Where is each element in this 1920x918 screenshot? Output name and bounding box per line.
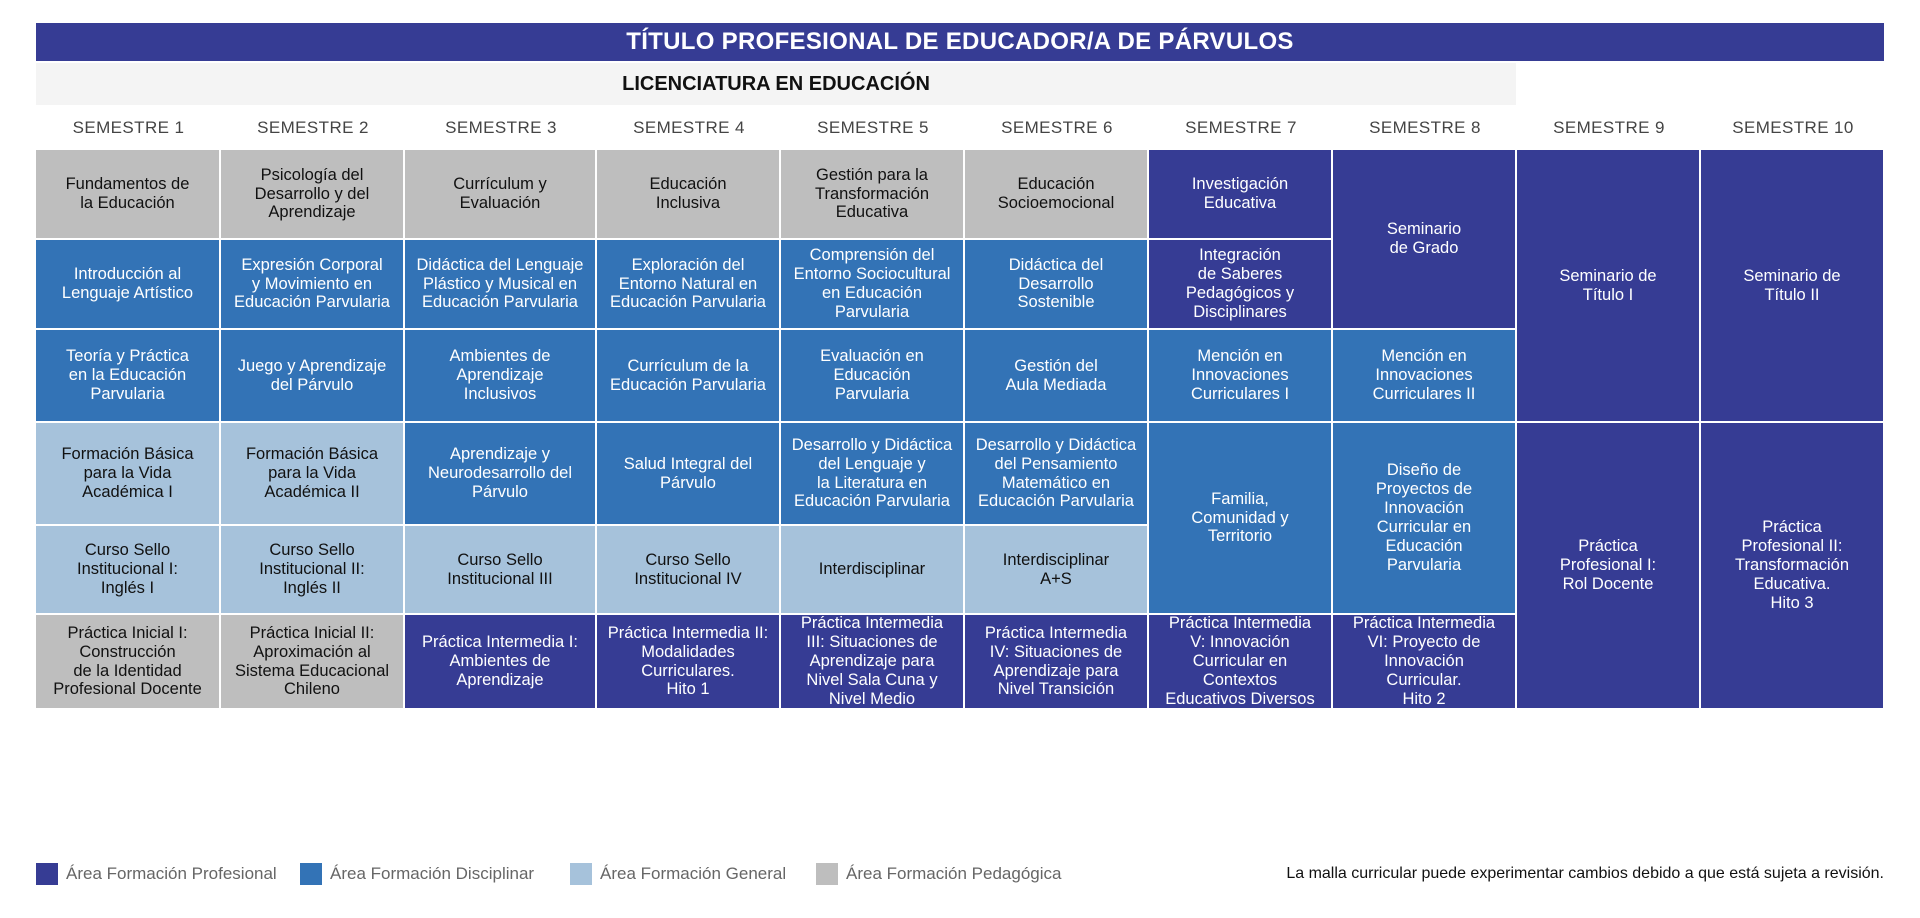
course-cell: Curso Sello Institucional I: Inglés I — [36, 526, 219, 613]
course-cell: Aprendizaje y Neurodesarrollo del Párvulo — [405, 423, 595, 524]
legend-swatch — [36, 863, 58, 885]
semester-header-9: SEMESTRE 9 — [1553, 118, 1665, 137]
semester-header-7: SEMESTRE 7 — [1185, 118, 1297, 137]
course-cell: Práctica Intermedia IV: Situaciones de Aprendizaje para Nivel Transición — [965, 615, 1147, 708]
course-cell: Desarrollo y Didáctica del Pensamiento Matemático en Educación Parvularia — [965, 423, 1147, 524]
program-title: TÍTULO PROFESIONAL DE EDUCADOR/A DE PÁRVULOS — [36, 23, 1884, 61]
semester-header-10: SEMESTRE 10 — [1732, 118, 1854, 137]
course-cell: Investigación Educativa — [1149, 150, 1331, 238]
course-cell: Currículum de la Educación Parvularia — [597, 330, 779, 421]
legend-label: Área Formación General — [600, 864, 787, 883]
course-cell: Evaluación en Educación Parvularia — [781, 330, 963, 421]
course-cell: Práctica Profesional I: Rol Docente — [1517, 423, 1699, 708]
course-cell: Didáctica del Desarrollo Sostenible — [965, 240, 1147, 328]
legend-item-gen — [570, 862, 786, 886]
course-cell: Práctica Intermedia V: Innovación Curricular en Contextos Educativos Diversos — [1149, 615, 1331, 708]
semester-header-4: SEMESTRE 4 — [633, 118, 745, 137]
course-cell: Mención en Innovaciones Curriculares II — [1333, 330, 1515, 421]
course-cell: Integración de Saberes Pedagógicos y Disciplinares — [1149, 240, 1331, 328]
course-cell: Educación Inclusiva — [597, 150, 779, 238]
course-cell: Formación Básica para la Vida Académica II — [221, 423, 403, 524]
course-cell: Práctica Profesional II: Transformación Educativa. Hito 3 — [1701, 423, 1883, 708]
course-cell: Práctica Inicial II: Aproximación al Sistema Educacional Chileno — [221, 615, 403, 708]
legend-swatch — [300, 863, 322, 885]
course-cell: Formación Básica para la Vida Académica I — [36, 423, 219, 524]
course-cell: Salud Integral del Párvulo — [597, 423, 779, 524]
course-cell: Gestión del Aula Mediada — [965, 330, 1147, 421]
course-cell: Psicología del Desarrollo y del Aprendizaje — [221, 150, 403, 238]
course-cell: Teoría y Práctica en la Educación Parvularia — [36, 330, 219, 421]
course-cell: Seminario de Título II — [1701, 150, 1883, 421]
course-cell: Curso Sello Institucional III — [405, 526, 595, 613]
legend-swatch — [570, 863, 592, 885]
legend-item-prof — [36, 862, 277, 886]
legend-label: Área Formación Pedagógica — [846, 864, 1062, 883]
course-cell: Práctica Intermedia I: Ambientes de Aprendizaje — [405, 615, 595, 708]
course-cell: Ambientes de Aprendizaje Inclusivos — [405, 330, 595, 421]
course-cell: Comprensión del Entorno Sociocultural en Educación Parvularia — [781, 240, 963, 328]
course-cell: Gestión para la Transformación Educativa — [781, 150, 963, 238]
course-cell: Juego y Aprendizaje del Párvulo — [221, 330, 403, 421]
semester-header-5: SEMESTRE 5 — [817, 118, 929, 137]
course-cell: Fundamentos de la Educación — [36, 150, 219, 238]
course-cell: Práctica Inicial I: Construcción de la Identidad Profesional Docente — [36, 615, 219, 708]
course-cell: Interdisciplinar A+S — [965, 526, 1147, 613]
course-cell: Seminario de Grado — [1333, 150, 1515, 328]
course-cell: Práctica Intermedia VI: Proyecto de Innovación Curricular. Hito 2 — [1333, 615, 1515, 708]
course-cell: Diseño de Proyectos de Innovación Curricular en Educación Parvularia — [1333, 423, 1515, 613]
course-cell: Curso Sello Institucional IV — [597, 526, 779, 613]
legend-item-ped — [816, 862, 1061, 886]
legend-label: Área Formación Disciplinar — [330, 864, 535, 883]
degree-subtitle: LICENCIATURA EN EDUCACIÓN — [36, 63, 1516, 105]
course-cell: Mención en Innovaciones Curriculares I — [1149, 330, 1331, 421]
course-cell: Introducción al Lenguaje Artístico — [36, 240, 219, 328]
course-cell: Exploración del Entorno Natural en Educación Parvularia — [597, 240, 779, 328]
legend-label: Área Formación Profesional — [66, 864, 277, 883]
semester-header-6: SEMESTRE 6 — [1001, 118, 1113, 137]
course-cell: Seminario de Título I — [1517, 150, 1699, 421]
course-cell: Práctica Intermedia II: Modalidades Curriculares. Hito 1 — [597, 615, 779, 708]
course-cell: Currículum y Evaluación — [405, 150, 595, 238]
semester-header-2: SEMESTRE 2 — [257, 118, 369, 137]
course-cell: Desarrollo y Didáctica del Lenguaje y la Literatura en Educación Parvularia — [781, 423, 963, 524]
semester-header-3: SEMESTRE 3 — [445, 118, 557, 137]
legend-swatch — [816, 863, 838, 885]
course-cell: Práctica Intermedia III: Situaciones de Aprendizaje para Nivel Sala Cuna y Nivel Medio — [781, 615, 963, 708]
course-cell: Expresión Corporal y Movimiento en Educación Parvularia — [221, 240, 403, 328]
disclaimer-note: La malla curricular puede experimentar cambios debido a que está sujeta a revisión. — [1286, 865, 1884, 882]
course-cell: Didáctica del Lenguaje Plástico y Musical en Educación Parvularia — [405, 240, 595, 328]
semester-header-1: SEMESTRE 1 — [72, 118, 185, 137]
course-cell: Interdisciplinar — [781, 526, 963, 613]
course-cell: Familia, Comunidad y Territorio — [1149, 423, 1331, 613]
course-cell: Educación Socioemocional — [965, 150, 1147, 238]
legend-item-disc — [300, 862, 534, 886]
course-cell: Curso Sello Institucional II: Inglés II — [221, 526, 403, 613]
semester-header-8: SEMESTRE 8 — [1369, 118, 1481, 137]
